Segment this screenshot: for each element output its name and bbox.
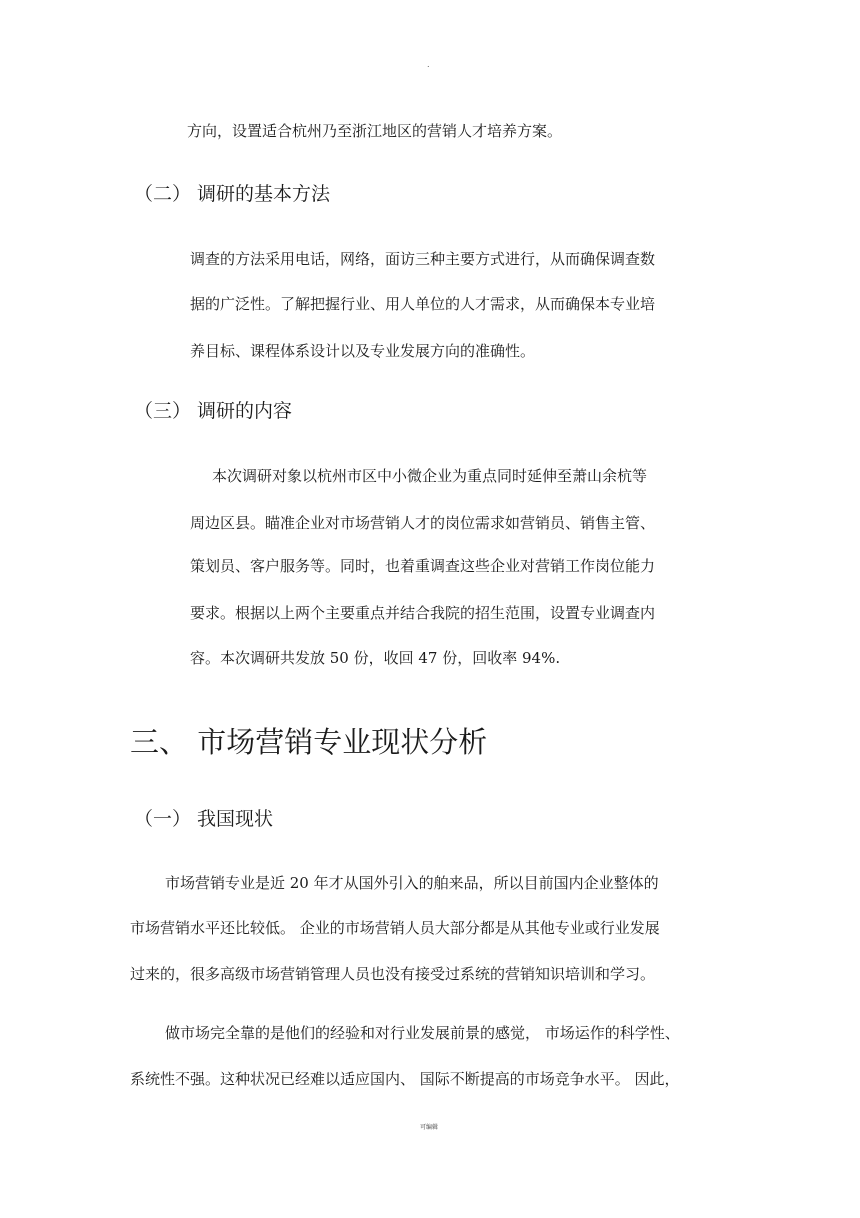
paragraph-line: 市场营销水平还比较低。 企业的市场营销人员大部分都是从其他专业或行业发展: [130, 919, 660, 937]
paragraph-line: 过来的，很多高级市场营销管理人员也没有接受过系统的营销知识培训和学习。: [130, 965, 656, 983]
header-mark: .: [427, 60, 430, 69]
paragraph-line: 策划员、客户服务等。同时，也着重调查这些企业对营销工作岗位能力: [190, 557, 656, 575]
paragraph-line: 周边区县。瞄准企业对市场营销人才的岗位需求如营销员、销售主管、: [190, 514, 656, 532]
section-heading-status: （一） 我国现状: [134, 808, 274, 830]
paragraph-line: 做市场完全靠的是他们的经验和对行业发展前景的感觉， 市场运作的科学性、: [165, 1024, 680, 1042]
paragraph-line: 本次调研对象以杭州市区中小微企业为重点同时延伸至萧山余杭等: [212, 467, 648, 485]
paragraph-line: 市场营销专业是近 20 年才从国外引入的舶来品，所以目前国内企业整体的: [165, 874, 659, 892]
section-heading-methods: （二） 调研的基本方法: [134, 183, 331, 205]
paragraph-line: 系统性不强。这种状况已经难以适应国内、 国际不断提高的市场竞争水平。 因此，: [130, 1070, 680, 1088]
chapter-heading: 三、 市场营销专业现状分析: [130, 725, 488, 759]
paragraph-line: 容。本次调研共发放 50 份，收回 47 份，回收率 94%.: [190, 649, 561, 667]
paragraph-line: 方向，设置适合杭州乃至浙江地区的营销人才培养方案。: [187, 122, 563, 140]
paragraph-line: 据的广泛性。了解把握行业、用人单位的人才需求，从而确保本专业培: [190, 295, 656, 313]
footer-label: 可编辑: [420, 1124, 439, 1131]
paragraph-line: 养目标、课程体系设计以及专业发展方向的准确性。: [190, 342, 536, 360]
paragraph-line: 要求。根据以上两个主要重点并结合我院的招生范围，设置专业调查内: [190, 604, 656, 622]
paragraph-line: 调查的方法采用电话，网络，面访三种主要方式进行，从而确保调查数: [190, 250, 656, 268]
section-heading-content: （三） 调研的内容: [134, 400, 293, 422]
